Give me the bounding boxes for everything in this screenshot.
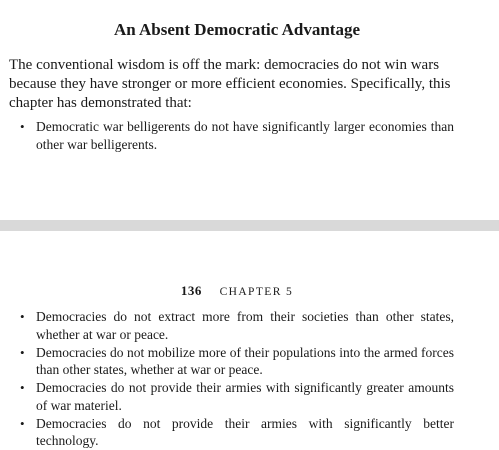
bullet-icon: • — [20, 119, 25, 134]
list-item-text: Democracies do not mobilize more of their populations into the armed forces than other states, whether at war or peace. — [36, 344, 454, 377]
list-item — [20, 118, 454, 153]
list-item-text: Democracies do not provide their armies with significantly greater amounts of war materiel. — [36, 380, 454, 413]
list-item — [20, 415, 454, 450]
list-item-text: Democracies do not provide their armies with significantly better technology. — [36, 415, 454, 448]
list-item — [20, 344, 454, 379]
bullet-icon: • — [20, 380, 25, 395]
bullet-list-bottom — [20, 308, 454, 450]
page-number: 136 — [180, 283, 202, 298]
bullet-icon: • — [20, 415, 25, 431]
list-item-text: Democratic war belligerents do not have significantly larger economies than other war belligerents. — [36, 119, 454, 152]
chapter-label: CHAPTER 5 — [219, 286, 294, 298]
list-item — [20, 308, 454, 343]
running-head — [0, 282, 474, 301]
intro-paragraph: The conventional wisdom is off the mark: democracies do not win wars because they have stronger or more efficient economies. Specifically, this chapter has demonstrated that: — [9, 57, 451, 111]
section-heading: An Absent Democratic Advantage — [113, 20, 360, 39]
bullet-icon: • — [20, 309, 25, 324]
page-gap — [0, 220, 499, 231]
bullet-icon: • — [20, 344, 25, 360]
list-item — [20, 379, 454, 414]
list-item-text: Democracies do not extract more from their societies than other states, whether at war or peace. — [36, 309, 454, 342]
bullet-list-top — [20, 118, 454, 153]
